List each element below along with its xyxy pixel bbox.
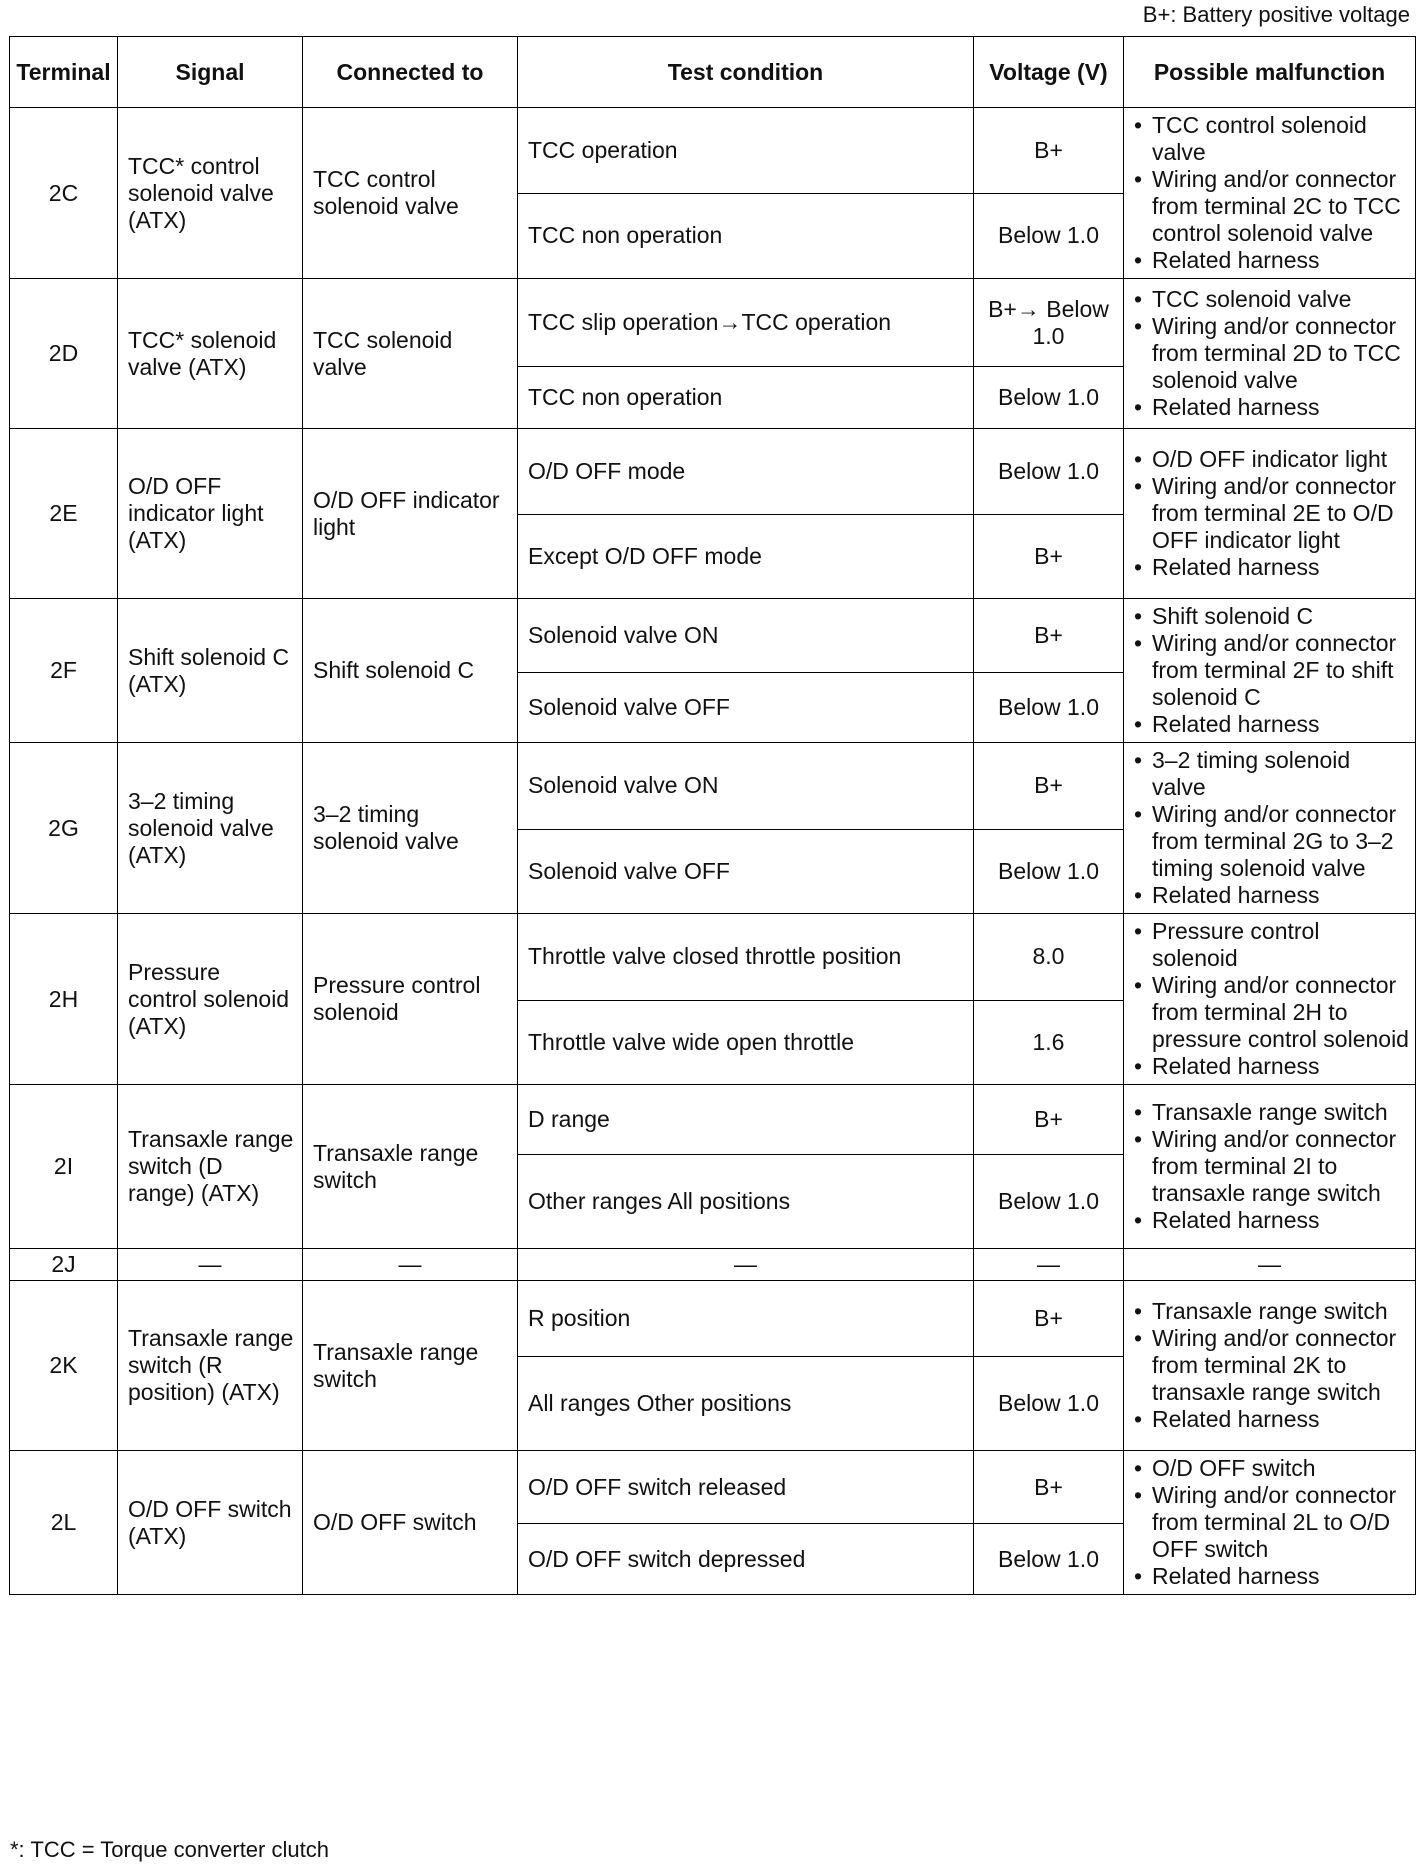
- header-signal: Signal: [118, 37, 303, 108]
- battery-legend: B+: Battery positive voltage: [1142, 2, 1410, 27]
- voltage-cell: B+: [974, 1451, 1124, 1524]
- malfunction-item: • Related harness: [1134, 1406, 1409, 1433]
- test-condition-cell: O/D OFF switch released: [518, 1451, 974, 1524]
- voltage-cell: Below 1.0: [974, 193, 1124, 279]
- voltage-cell: Below 1.0: [974, 367, 1124, 429]
- malfunction-item: • O/D OFF indicator light: [1134, 446, 1409, 473]
- terminal-cell: 2F: [10, 599, 118, 743]
- test-condition-cell: Except O/D OFF mode: [518, 515, 974, 599]
- possible-malfunction-cell: [1124, 599, 1416, 743]
- connected-to-cell: TCC control solenoid valve: [303, 108, 518, 279]
- signal-cell: Transaxle range switch (D range) (ATX): [118, 1085, 303, 1249]
- voltage-cell: Below 1.0: [974, 673, 1124, 743]
- terminal-cell: 2I: [10, 1085, 118, 1249]
- malfunction-item: • Related harness: [1134, 247, 1409, 274]
- voltage-cell: Below 1.0: [974, 1357, 1124, 1451]
- table-row: [10, 1281, 1416, 1357]
- table-row: [10, 108, 1416, 194]
- terminal-cell: 2J: [10, 1249, 118, 1281]
- header-row: [10, 37, 1416, 108]
- test-condition-cell: Throttle valve wide open throttle: [518, 1000, 974, 1085]
- malfunction-item: • Related harness: [1134, 882, 1409, 909]
- malfunction-list: [1134, 1455, 1409, 1590]
- malfunction-item: • Pressure control solenoid: [1134, 918, 1409, 972]
- test-condition-cell: TCC non operation: [518, 193, 974, 279]
- signal-cell: O/D OFF indicator light (ATX): [118, 429, 303, 599]
- malfunction-item: • Related harness: [1134, 1563, 1409, 1590]
- malfunction-item: • Related harness: [1134, 1207, 1409, 1234]
- terminal-cell: 2H: [10, 914, 118, 1085]
- table-body: [10, 108, 1416, 1595]
- malfunction-list: [1134, 1298, 1409, 1433]
- connected-to-cell: 3–2 timing solenoid valve: [303, 743, 518, 914]
- connected-to-cell: Pressure control solenoid: [303, 914, 518, 1085]
- signal-cell: —: [118, 1249, 303, 1281]
- test-condition-cell: Solenoid valve ON: [518, 599, 974, 673]
- voltage-cell: B+: [974, 743, 1124, 830]
- footnote: *: TCC = Torque converter clutch: [10, 1837, 329, 1862]
- voltage-cell: Below 1.0: [974, 1524, 1124, 1595]
- test-condition-cell: Solenoid valve OFF: [518, 829, 974, 914]
- voltage-cell: B+: [974, 515, 1124, 599]
- voltage-cell: B+: [974, 1085, 1124, 1155]
- malfunction-item: • Wiring and/or connector from terminal 2L to O/D OFF switch: [1134, 1482, 1409, 1563]
- test-condition-cell: Solenoid valve ON: [518, 743, 974, 830]
- terminal-cell: 2E: [10, 429, 118, 599]
- header-possible-malfunction: Possible malfunction: [1124, 37, 1416, 108]
- signal-cell: Transaxle range switch (R position) (ATX): [118, 1281, 303, 1451]
- connected-to-cell: Shift solenoid C: [303, 599, 518, 743]
- malfunction-item: • Wiring and/or connector from terminal 2F to shift solenoid C: [1134, 630, 1409, 711]
- table-row: [10, 279, 1416, 367]
- header-terminal: Terminal: [10, 37, 118, 108]
- possible-malfunction-cell: [1124, 743, 1416, 914]
- malfunction-list: [1134, 1099, 1409, 1234]
- possible-malfunction-cell: —: [1124, 1249, 1416, 1281]
- malfunction-list: [1134, 603, 1409, 738]
- connected-to-cell: O/D OFF indicator light: [303, 429, 518, 599]
- malfunction-item: • Wiring and/or connector from terminal 2E to O/D OFF indicator light: [1134, 473, 1409, 554]
- test-condition-cell: O/D OFF mode: [518, 429, 974, 515]
- malfunction-item: • Related harness: [1134, 711, 1409, 738]
- malfunction-list: [1134, 918, 1409, 1080]
- malfunction-item: • Wiring and/or connector from terminal 2I to transaxle range switch: [1134, 1126, 1409, 1207]
- possible-malfunction-cell: [1124, 108, 1416, 279]
- malfunction-item: • Wiring and/or connector from terminal 2C to TCC control solenoid valve: [1134, 166, 1409, 247]
- malfunction-list: [1134, 747, 1409, 909]
- malfunction-list: [1134, 446, 1409, 581]
- voltage-cell: B+: [974, 108, 1124, 194]
- connected-to-cell: TCC solenoid valve: [303, 279, 518, 429]
- malfunction-item: • TCC solenoid valve: [1134, 286, 1409, 313]
- voltage-cell: B+→ Below 1.0: [974, 279, 1124, 367]
- test-condition-cell: O/D OFF switch depressed: [518, 1524, 974, 1595]
- terminal-spec-table: [9, 36, 1416, 1595]
- malfunction-item: • Related harness: [1134, 1053, 1409, 1080]
- malfunction-item: • Wiring and/or connector from terminal 2H to pressure control solenoid: [1134, 972, 1409, 1053]
- malfunction-item: • Related harness: [1134, 394, 1409, 421]
- header-voltage: Voltage (V): [974, 37, 1124, 108]
- table-row: [10, 1249, 1416, 1281]
- malfunction-item: • Wiring and/or connector from terminal 2G to 3–2 timing solenoid valve: [1134, 801, 1409, 882]
- test-condition-cell: TCC non operation: [518, 367, 974, 429]
- malfunction-item: • Transaxle range switch: [1134, 1298, 1409, 1325]
- terminal-cell: 2K: [10, 1281, 118, 1451]
- possible-malfunction-cell: [1124, 279, 1416, 429]
- voltage-cell: —: [974, 1249, 1124, 1281]
- test-condition-cell: R position: [518, 1281, 974, 1357]
- signal-cell: 3–2 timing solenoid valve (ATX): [118, 743, 303, 914]
- terminal-cell: 2C: [10, 108, 118, 279]
- malfunction-list: [1134, 112, 1409, 274]
- malfunction-item: • Related harness: [1134, 554, 1409, 581]
- malfunction-item: • TCC control solenoid valve: [1134, 112, 1409, 166]
- test-condition-cell: All ranges Other positions: [518, 1357, 974, 1451]
- test-condition-cell: Solenoid valve OFF: [518, 673, 974, 743]
- possible-malfunction-cell: [1124, 429, 1416, 599]
- test-condition-cell: Other ranges All positions: [518, 1155, 974, 1249]
- malfunction-item: • Wiring and/or connector from terminal 2K to transaxle range switch: [1134, 1325, 1409, 1406]
- terminal-cell: 2D: [10, 279, 118, 429]
- malfunction-item: • Wiring and/or connector from terminal 2D to TCC solenoid valve: [1134, 313, 1409, 394]
- signal-cell: Pressure control solenoid (ATX): [118, 914, 303, 1085]
- voltage-cell: Below 1.0: [974, 1155, 1124, 1249]
- connected-to-cell: O/D OFF switch: [303, 1451, 518, 1595]
- voltage-cell: B+: [974, 599, 1124, 673]
- malfunction-list: [1134, 286, 1409, 421]
- connected-to-cell: Transaxle range switch: [303, 1085, 518, 1249]
- malfunction-item: • Transaxle range switch: [1134, 1099, 1409, 1126]
- test-condition-cell: TCC operation: [518, 108, 974, 194]
- table-row: [10, 429, 1416, 515]
- voltage-cell: 1.6: [974, 1000, 1124, 1085]
- table-row: [10, 914, 1416, 1001]
- signal-cell: Shift solenoid C (ATX): [118, 599, 303, 743]
- signal-cell: TCC* solenoid valve (ATX): [118, 279, 303, 429]
- test-condition-cell: Throttle valve closed throttle position: [518, 914, 974, 1001]
- table-row: [10, 743, 1416, 830]
- table-row: [10, 1451, 1416, 1524]
- possible-malfunction-cell: [1124, 1281, 1416, 1451]
- possible-malfunction-cell: [1124, 1085, 1416, 1249]
- possible-malfunction-cell: [1124, 1451, 1416, 1595]
- voltage-cell: B+: [974, 1281, 1124, 1357]
- signal-cell: TCC* control solenoid valve (ATX): [118, 108, 303, 279]
- signal-cell: O/D OFF switch (ATX): [118, 1451, 303, 1595]
- malfunction-item: • 3–2 timing solenoid valve: [1134, 747, 1409, 801]
- table-row: [10, 1085, 1416, 1155]
- connected-to-cell: —: [303, 1249, 518, 1281]
- test-condition-cell: D range: [518, 1085, 974, 1155]
- connected-to-cell: Transaxle range switch: [303, 1281, 518, 1451]
- voltage-cell: Below 1.0: [974, 429, 1124, 515]
- test-condition-cell: TCC slip operation→TCC operation: [518, 279, 974, 367]
- terminal-cell: 2G: [10, 743, 118, 914]
- header-connected-to: Connected to: [303, 37, 518, 108]
- header-test-condition: Test condition: [518, 37, 974, 108]
- voltage-cell: Below 1.0: [974, 829, 1124, 914]
- malfunction-item: • O/D OFF switch: [1134, 1455, 1409, 1482]
- terminal-cell: 2L: [10, 1451, 118, 1595]
- voltage-cell: 8.0: [974, 914, 1124, 1001]
- table-row: [10, 599, 1416, 673]
- possible-malfunction-cell: [1124, 914, 1416, 1085]
- malfunction-item: • Shift solenoid C: [1134, 603, 1409, 630]
- test-condition-cell: —: [518, 1249, 974, 1281]
